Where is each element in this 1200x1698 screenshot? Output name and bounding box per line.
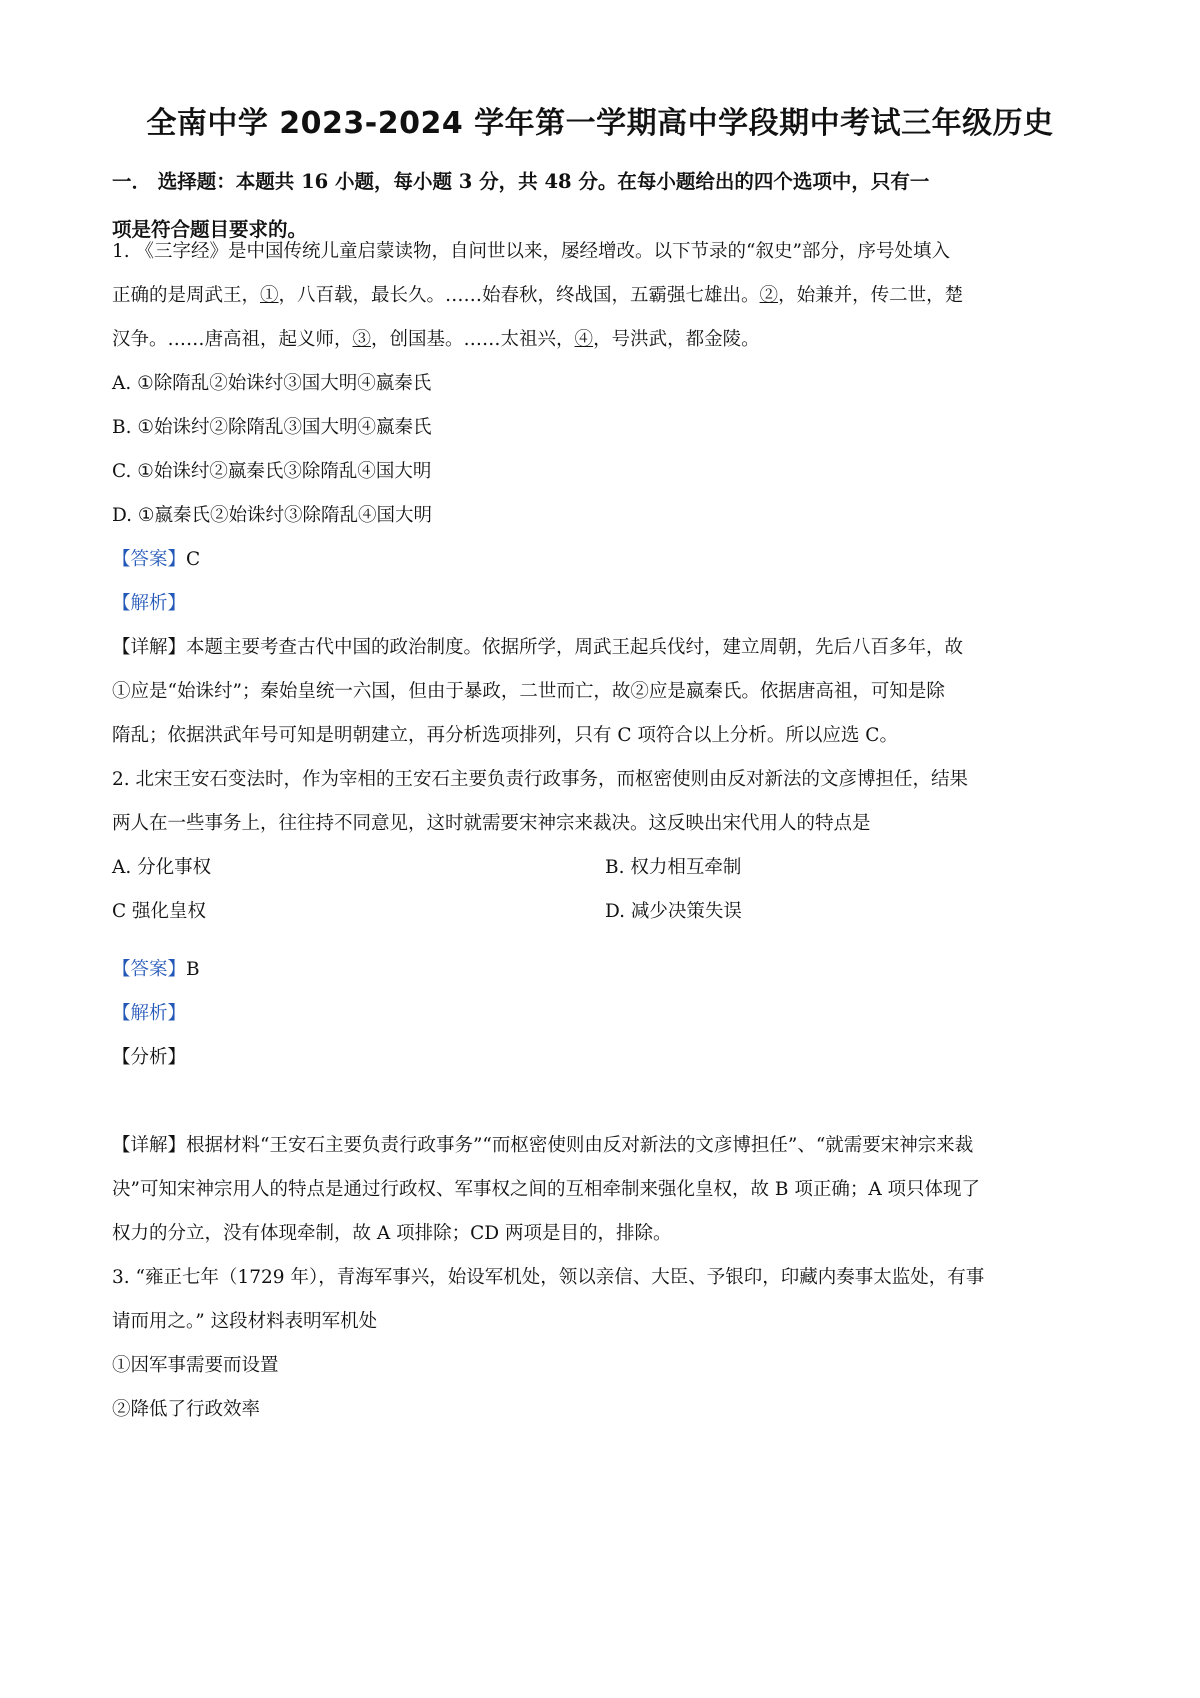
q2-option-d: D. 减少决策失误 (605, 901, 742, 922)
q3-stem-line-1: 3. “雍正七年（1729 年），青海军事兴，始设军机处，领以亲信、大臣、予银印，印藏内奏事太监处，有事 (112, 1267, 985, 1288)
q1-option-c: C. ①始诛纣②嬴秦氏③除隋乱④国大明 (112, 461, 432, 482)
q2-fenxi-tag: 【分析】 (112, 1047, 187, 1068)
blank-3: ③ (352, 329, 372, 350)
q1-option-b: B. ①始诛纣②除隋乱③国大明④嬴秦氏 (112, 417, 432, 438)
q2-detail-line-3: 权力的分立，没有体现牵制，故 A 项排除；CD 两项是目的，排除。 (112, 1223, 672, 1244)
q1-text: 正确的是周武王， (112, 285, 261, 306)
q1-detail-line-1: 【详解】本题主要考查古代中国的政治制度。依据所学，周武王起兵伐纣，建立周朝，先后八百多年，故 (112, 637, 964, 658)
q1-option-a: A. ①除隋乱②始诛纣③国大明④嬴秦氏 (112, 373, 432, 394)
q1-text: ，号洪武，都金陵。 (593, 329, 760, 350)
q1-text: 汉争。……唐高祖，起义师， (112, 329, 353, 350)
answer-value: B (186, 959, 200, 980)
blank-2: ② (759, 285, 779, 306)
q1-stem-line-1: 1. 《三字经》是中国传统儿童启蒙读物，自问世以来，屡经增改。以下节录的“叙史”部分，序号处填入 (112, 241, 950, 262)
q2-detail-line-1: 【详解】根据材料“王安石主要负责行政事务”“而枢密使则由反对新法的文彦博担任”、“就需要宋神宗来裁 (112, 1135, 974, 1156)
section-heading-line-2: 项是符合题目要求的。 (112, 218, 308, 241)
answer-tag: 【答案】 (112, 549, 187, 570)
q3-stem-line-2: 请而用之。” 这段材料表明军机处 (112, 1311, 378, 1332)
blank-1: ① (260, 285, 279, 306)
section-heading-line-1: 一． 选择题：本题共 16 小题，每小题 3 分，共 48 分。在每小题给出的四个选项中，只有一 (112, 170, 930, 193)
q1-stem-line-3 (112, 325, 1102, 355)
q1-text: ，始兼并，传二世，楚 (778, 285, 964, 306)
q2-stem-line-2: 两人在一些事务上，往往持不同意见，这时就需要宋神宗来裁决。这反映出宋代用人的特点是 (112, 813, 871, 834)
q2-answer (112, 955, 1102, 985)
q1-detail-line-3: 隋乱；依据洪武年号可知是明朝建立，再分析选项排列，只有 C 项符合以上分析。所以应选 C。 (112, 725, 898, 746)
q2-option-b: B. 权力相互牵制 (605, 857, 742, 878)
q1-text: ，八百载，最长久。……始春秋，终战国，五霸强七雄出。 (278, 285, 760, 306)
q2-option-a: A. 分化事权 (112, 857, 212, 878)
q1-answer (112, 545, 1102, 575)
q2-option-c: C 强化皇权 (112, 901, 207, 922)
q1-text: ，创国基。……太祖兴， (371, 329, 575, 350)
q1-detail-line-2: ①应是“始诛纣”；秦始皇统一六国，但由于暴政，二世而亡，故②应是嬴秦氏。依据唐高祖，可知是除 (112, 681, 945, 702)
q1-analysis-tag: 【解析】 (112, 593, 187, 614)
blank-4: ④ (574, 329, 594, 350)
page-title: 全南中学 2023-2024 学年第一学期高中学段期中考试三年级历史 (146, 106, 1054, 141)
q3-item-1: ①因军事需要而设置 (112, 1355, 279, 1376)
q3-item-2: ②降低了行政效率 (112, 1399, 261, 1420)
q1-option-d: D. ①嬴秦氏②始诛纣③除隋乱④国大明 (112, 505, 433, 526)
answer-value: C (186, 549, 201, 570)
q1-stem-line-2 (112, 281, 1102, 311)
q2-analysis-tag: 【解析】 (112, 1003, 187, 1024)
q2-detail-line-2: 决”可知宋神宗用人的特点是通过行政权、军事权之间的互相牵制来强化皇权，故 B 项正确；A 项只体现了 (112, 1179, 981, 1200)
answer-tag: 【答案】 (112, 959, 187, 980)
q2-stem-line-1: 2. 北宋王安石变法时，作为宰相的王安石主要负责行政事务，而枢密使则由反对新法的文彦博担任，结果 (112, 769, 969, 790)
